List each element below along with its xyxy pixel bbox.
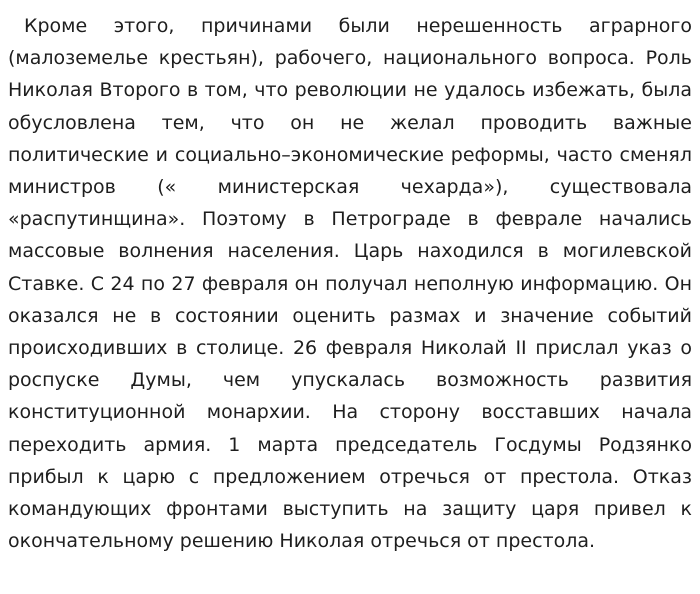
document-page bbox=[8, 10, 692, 557]
body-paragraph: Кроме этого, причинами были нерешенность аграрного (малоземелье крестьян), рабочего, национального вопроса. Роль Николая Второго в том, что революции не удалось избежать, была обусловлена тем, что он не желал проводить важные политические и социально–экономические реформы, часто сменял министров (« министерская чехарда»), существовала «распутинщина». Поэтому в Петрограде в феврале начались массовые волнения населения. Царь находился в могилевской Ставке. С 24 по 27 февраля он получал неполную информацию. Он оказался не в состоянии оценить размах и значение событий происходивших в столице. 26 февраля Николай II прислал указ о роспуске Думы, чем упускалась возможность развития конституционной монархии. На сторону восставших начала переходить армия. 1 марта председатель Госдумы Родзянко прибыл к царю с предложением отречься от престола. Отказ командующих фронтами выступить на защиту царя привел к окончательному решению Николая отречься от престола. bbox=[8, 15, 692, 553]
